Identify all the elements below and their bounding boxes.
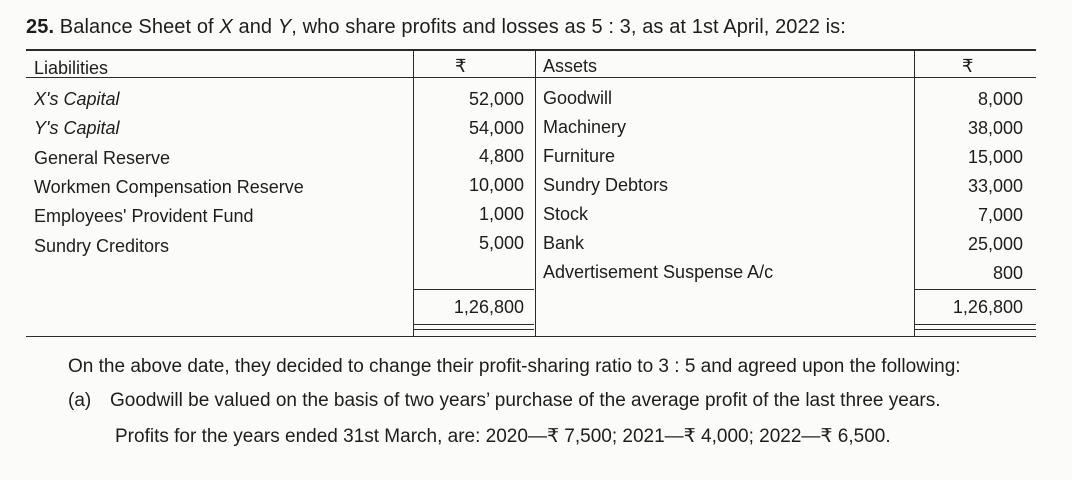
question-number: 25. [26,16,55,38]
liability-name: General Reserve [34,148,171,168]
header-currency-liabilities: ₹ [455,56,467,76]
total-rule [915,324,1036,325]
liability-amount: 10,000 [468,175,524,195]
total-liabilities: 1,26,800 [453,297,524,317]
item-a-text: Goodwill be valued on the basis of two years’ purchase of the average profit of the last three years. [110,390,941,411]
asset-amount: 800 [992,263,1023,283]
footer-intro: On the above date, they decided to change their profit-sharing ratio to 3 : 5 and agreed upon the following: [68,356,961,377]
asset-amount: 33,000 [967,176,1023,196]
asset-amount: 7,000 [977,205,1023,225]
liability-name: X's Capital [34,89,120,109]
column-divider [535,49,536,337]
table-top-rule [26,49,1036,51]
total-rule [414,289,534,290]
asset-name: Bank [543,233,585,253]
header-liabilities: Liabilities [34,58,109,78]
asset-name: Stock [543,204,589,224]
asset-amount: 38,000 [967,118,1023,138]
liability-amount: 1,000 [478,204,524,224]
footer-item-a [68,389,941,413]
liability-name: Employees' Provident Fund [34,206,254,226]
liability-amount: 5,000 [478,233,524,253]
partner-y: Y [277,16,292,38]
table-header-rule [26,77,1036,78]
liability-amount: 52,000 [468,89,524,109]
asset-name: Machinery [543,117,627,137]
question-and: and [232,16,278,38]
table-bottom-rule [26,336,1036,337]
total-rule [414,329,534,330]
footer-profits: Profits for the years ended 31st March, are: 2020—₹ 7,500; 2021—₹ 4,000; 2022—₹ 6,500. [115,426,891,447]
asset-name: Sundry Debtors [543,175,669,195]
asset-amount: 15,000 [967,147,1023,167]
liability-amount: 54,000 [468,118,524,138]
item-a-label: (a) [68,390,92,411]
asset-amount: 8,000 [977,89,1023,109]
partner-x: X [219,16,233,38]
asset-name: Furniture [543,146,616,166]
total-rule [915,329,1036,330]
liability-name: Sundry Creditors [34,236,170,256]
balance-sheet-table [26,49,1036,337]
total-rule [915,289,1036,290]
question-heading [26,16,846,39]
liability-amount: 4,800 [478,146,524,166]
liability-name: Workmen Compensation Reserve [34,177,304,197]
header-assets: Assets [543,56,598,76]
asset-amount: 25,000 [967,234,1023,254]
question-text-before: Balance Sheet of [59,16,220,38]
total-rule [414,324,534,325]
liability-name: Y's Capital [34,118,120,138]
header-currency-assets: ₹ [962,56,974,76]
total-assets: 1,26,800 [952,297,1023,317]
question-text-after: , who share profits and losses as 5 : 3, as at 1st April, 2022 is: [291,16,846,38]
asset-name: Advertisement Suspense A/c [543,262,774,282]
asset-name: Goodwill [543,88,613,108]
